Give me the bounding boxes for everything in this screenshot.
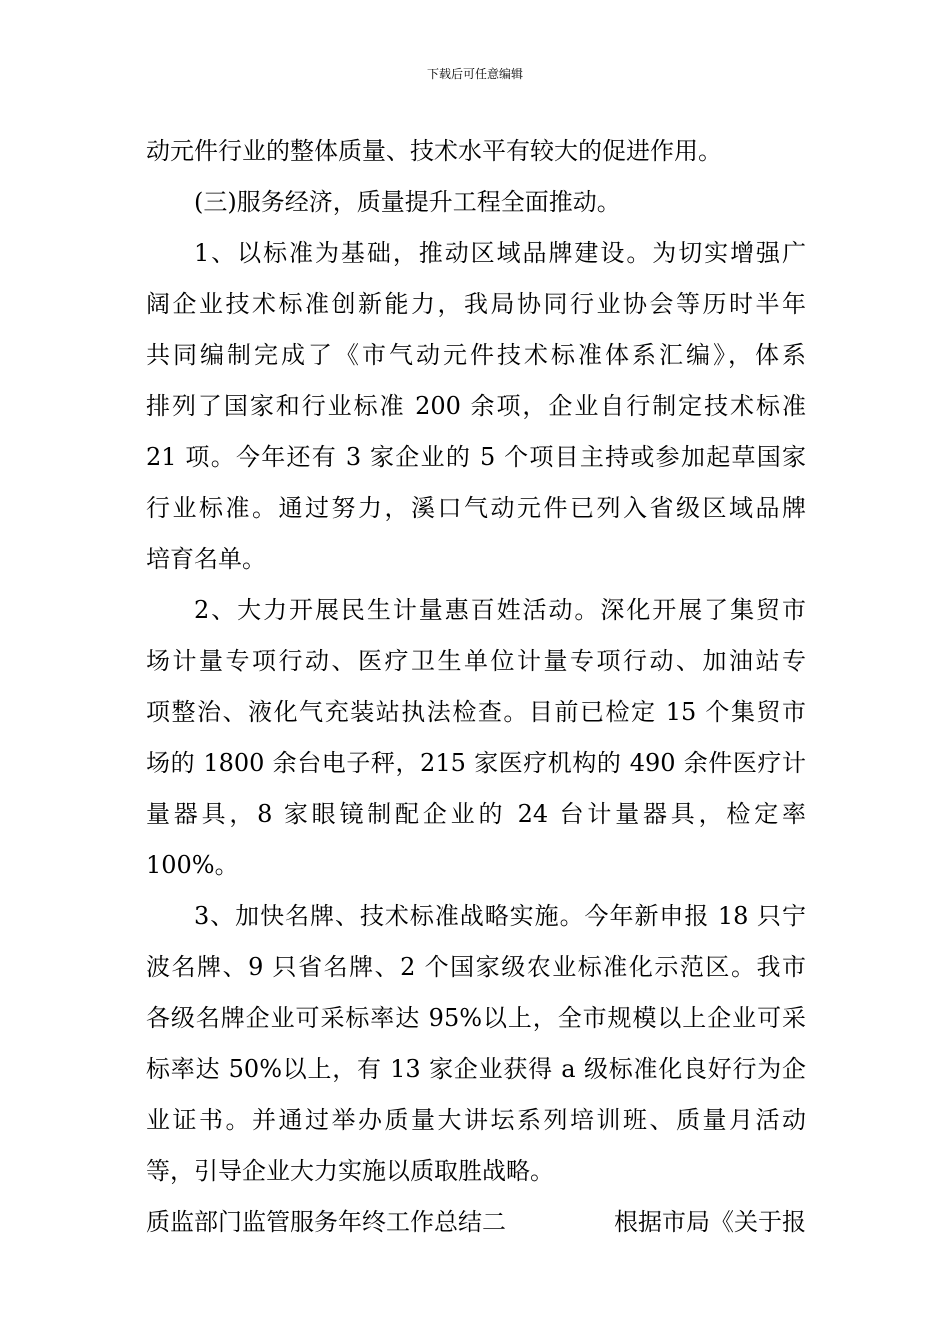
paragraph-line: 各级名牌企业可采标率达 95%以上，全市规模以上企业可采 bbox=[146, 1004, 806, 1032]
paragraph-line: 阔企业技术标准创新能力，我局协同行业协会等历时半年 bbox=[146, 290, 806, 318]
document-body bbox=[146, 126, 806, 1248]
document-opening-text: 根据市局《关于报 bbox=[614, 1208, 806, 1236]
paragraph-line: 培育名单。 bbox=[146, 545, 266, 573]
paragraph-line: 行业标准。通过努力，溪口气动元件已列入省级区域品牌 bbox=[146, 494, 806, 522]
paragraph-line: 业证书。并通过举办质量大讲坛系列培训班、质量月活动 bbox=[146, 1106, 806, 1134]
paragraph-line: 共同编制完成了《市气动元件技术标准体系汇编》，体系 bbox=[146, 341, 806, 369]
paragraph-line: 排列了国家和行业标准 200 余项，企业自行制定技术标准 bbox=[146, 392, 806, 420]
paragraph-line: 场的 1800 余台电子秤，215 家医疗机构的 490 余件医疗计 bbox=[146, 749, 806, 777]
paragraph-line: 波名牌、9 只省名牌、2 个国家级农业标准化示范区。我市 bbox=[146, 953, 806, 981]
section-heading: (三)服务经济，质量提升工程全面推动。 bbox=[194, 188, 621, 216]
paragraph-line: 场计量专项行动、医疗卫生单位计量专项行动、加油站专 bbox=[146, 647, 806, 675]
paragraph-line: 3、加快名牌、技术标准战略实施。今年新申报 18 只宁 bbox=[194, 902, 806, 930]
paragraph-line: 标率达 50%以上，有 13 家企业获得 a 级标准化良好行为企 bbox=[146, 1055, 806, 1083]
paragraph-line: 100%。 bbox=[146, 851, 239, 879]
page-header-note: 下载后可任意编辑 bbox=[426, 67, 523, 81]
next-document-title-row bbox=[146, 1197, 806, 1248]
paragraph-line: 量器具，8 家眼镜制配企业的 24 台计量器具，检定率 bbox=[146, 800, 806, 828]
document-title: 质监部门监管服务年终工作总结二 bbox=[146, 1208, 506, 1236]
paragraph-line: 21 项。今年还有 3 家企业的 5 个项目主持或参加起草国家 bbox=[146, 443, 806, 471]
paragraph-line: 动元件行业的整体质量、技术水平有较大的促进作用。 bbox=[146, 137, 722, 165]
paragraph-line: 1、以标准为基础，推动区域品牌建设。为切实增强广 bbox=[194, 239, 806, 267]
paragraph-line: 2、大力开展民生计量惠百姓活动。深化开展了集贸市 bbox=[194, 596, 806, 624]
paragraph-line: 项整治、液化气充装站执法检查。目前已检定 15 个集贸市 bbox=[146, 698, 806, 726]
paragraph-line: 等，引导企业大力实施以质取胜战略。 bbox=[146, 1157, 554, 1185]
